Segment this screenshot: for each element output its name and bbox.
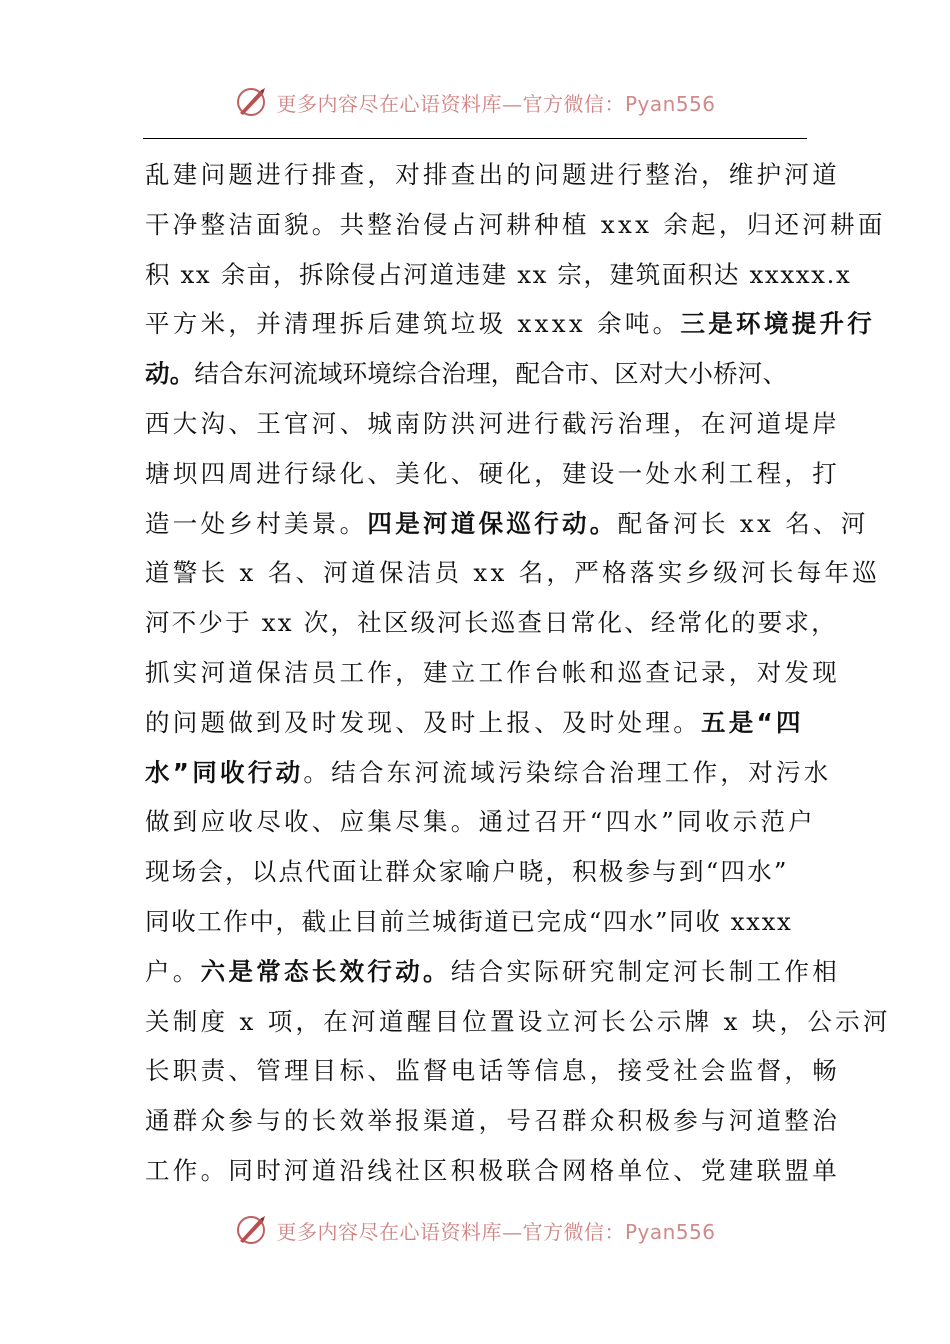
text-line (145, 997, 891, 1047)
text-line (145, 200, 886, 250)
body-text: 结合东河流域环境综合治理，配合市、区对大小桥河、 (194, 359, 788, 389)
text-line (145, 847, 807, 897)
text-line (145, 399, 840, 449)
text-line (145, 1096, 840, 1146)
body-text: 通群众参与的长效举报渠道，号召群众积极参与河道整治 (145, 1106, 840, 1136)
body-text: 道警长 x 名、河道保洁员 xx 名，严格落实乡级河长每年巡 (145, 558, 881, 588)
text-line (145, 797, 817, 847)
body-text: 户。 (145, 956, 201, 986)
text-line (145, 250, 852, 300)
body-paragraph (145, 150, 891, 1196)
text-line (145, 648, 840, 698)
text-line (145, 897, 807, 947)
bold-heading-text: 三是环境提升行 (680, 309, 876, 339)
text-line (145, 1046, 840, 1096)
body-text: 干净整洁面貌。共整治侵占河耕种植 xxx 余起，归还河耕面 (145, 209, 886, 239)
body-text: 造一处乡村美景。 (145, 508, 368, 538)
watermark-text: 更多内容尽在心语资料库—官方微信： (276, 91, 625, 116)
bold-heading-text: 六是常态长效行动。 (200, 956, 451, 986)
body-text: 乱建问题进行排查，对排查出的问题进行整治，维护河道 (145, 160, 840, 189)
text-line (145, 499, 869, 549)
body-text: 河不少于 xx 次，社区级河长巡查日常化、经常化的要求， (145, 608, 838, 638)
body-text: 工作。同时河道沿线社区积极联合网格单位、党建联盟单 (145, 1155, 840, 1185)
body-text: 西大沟、王官河、城南防洪河进行截污治理，在河道堤岸 (145, 408, 840, 438)
text-line (145, 1146, 840, 1196)
body-text: 。结合东河流域污染综合治理工作，对污水 (303, 757, 832, 787)
bold-heading-text: 水”同收行动 (145, 757, 304, 787)
body-text: 配备河长 xx 名、河 (617, 508, 869, 538)
text-line (145, 150, 840, 200)
watermark-text: 更多内容尽在心语资料库—官方微信： (276, 1219, 625, 1244)
wechat-id: Pyan556 (624, 91, 716, 116)
bold-heading-text: 动。 (145, 359, 195, 389)
header-divider (143, 138, 807, 139)
body-text: 结合实际研究制定河长制工作相 (450, 956, 841, 986)
body-text: 关制度 x 项，在河道醒目位置设立河长公示牌 x 块，公示河 (145, 1006, 891, 1036)
header-watermark (0, 82, 950, 122)
quill-pen-logo-icon (234, 85, 268, 119)
text-line (145, 748, 832, 798)
body-text: 积 xx 余亩，拆除侵占河道违建 xx 宗，建筑面积达 xxxxx.x (145, 259, 852, 289)
body-text: 平方米，并清理拆后建筑垃圾 xxxx 余吨。 (145, 309, 681, 339)
body-text: 同收工作中，截止目前兰城街道已完成“四水”同收 xxxx (145, 906, 793, 936)
text-line (145, 449, 840, 499)
quill-pen-logo-icon (234, 1213, 268, 1247)
footer-watermark (0, 1210, 950, 1250)
bold-heading-text: 五是“四 (701, 707, 804, 737)
body-text: 塘坝四周进行绿化、美化、硬化，建设一处水利工程，打 (145, 458, 840, 488)
body-text: 长职责、管理目标、监督电话等信息，接受社会监督，畅 (145, 1056, 840, 1086)
text-line (145, 947, 841, 997)
wechat-id: Pyan556 (624, 1219, 716, 1244)
text-line (145, 698, 807, 748)
body-text: 做到应收尽收、应集尽集。通过召开“四水”同收示范户 (145, 807, 817, 837)
text-line (145, 598, 838, 648)
body-text: 的问题做到及时发现、及时上报、及时处理。 (145, 707, 701, 737)
text-line (145, 548, 881, 598)
body-text: 现场会，以点代面让群众家喻户晓，积极参与到“四水” (145, 857, 789, 887)
text-line (145, 299, 876, 349)
text-line (145, 349, 807, 399)
body-text: 抓实河道保洁员工作，建立工作台帐和巡查记录，对发现 (145, 657, 840, 687)
bold-heading-text: 四是河道保巡行动。 (367, 508, 618, 538)
